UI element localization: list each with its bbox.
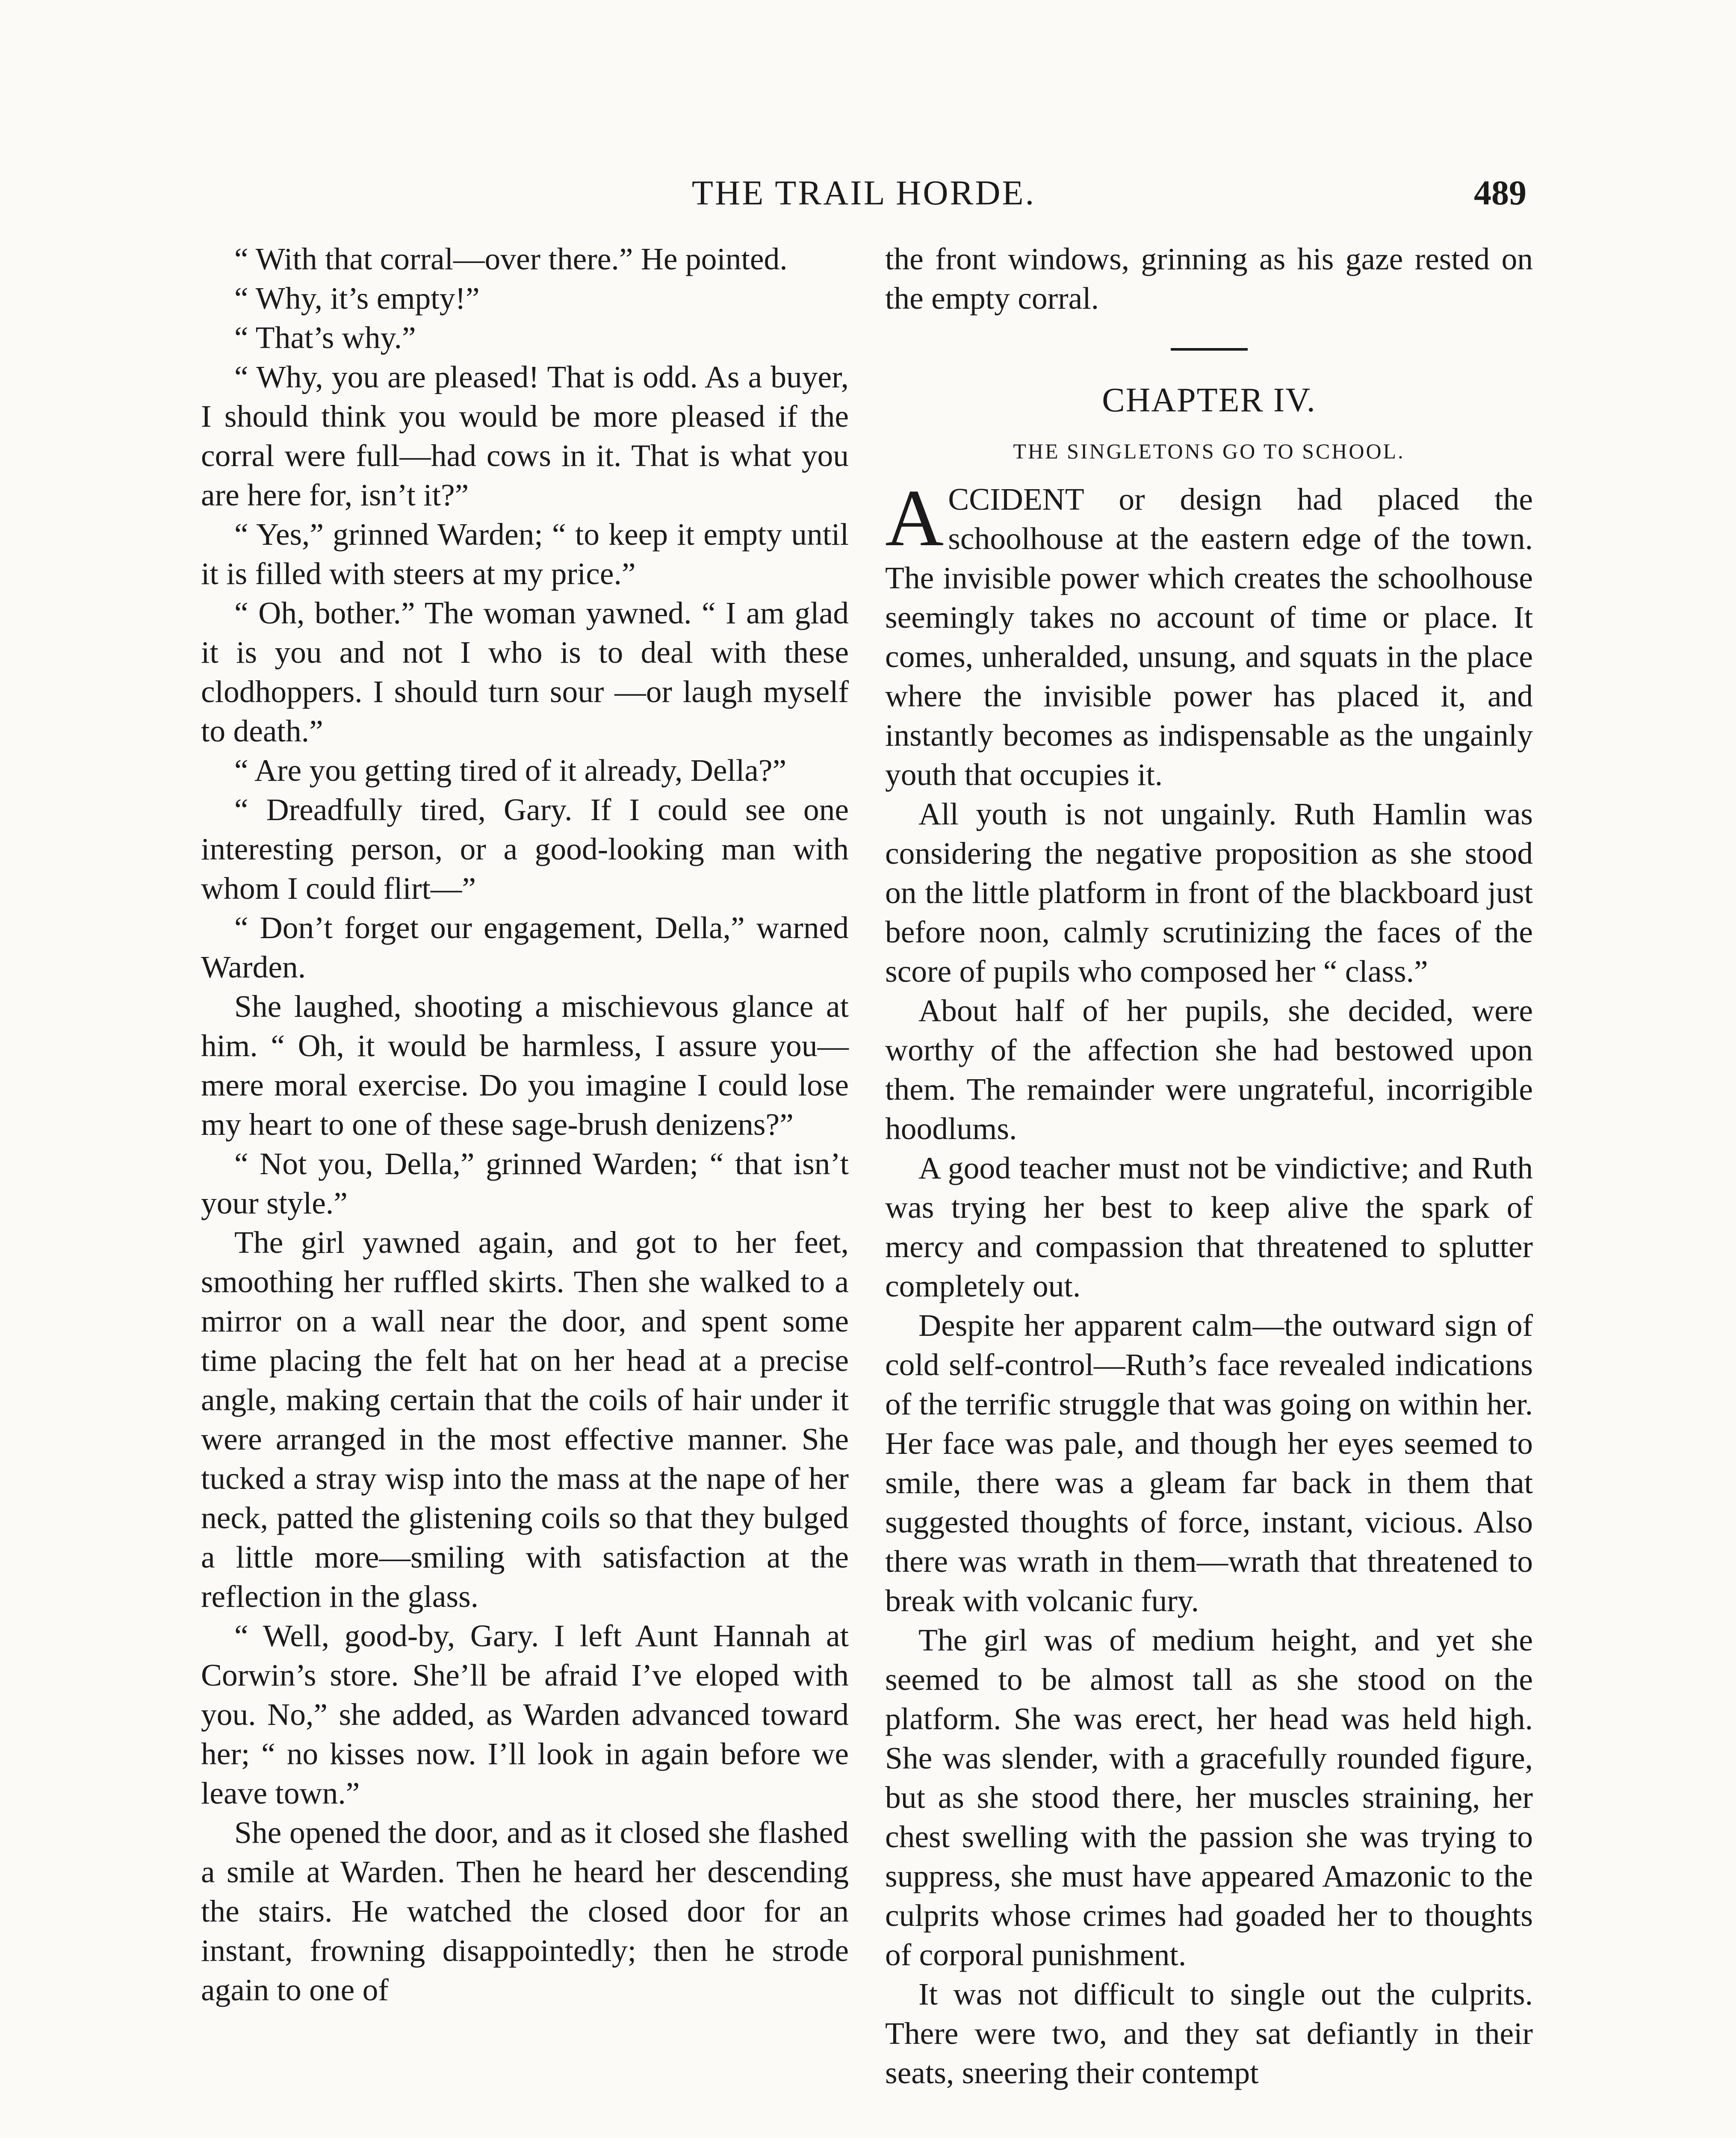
paragraph: All youth is not ungainly. Ruth Hamlin was considering the negative proposition as she stood on the little platform in front of the blackboard just before noon, calmly scrutinizing the faces of the score of pupils who composed her “ class.” — [885, 797, 1533, 989]
paragraph: “ Oh, bother.” The woman yawned. “ I am glad it is you and not I who is to deal with these clodhoppers. I should turn sour —or laugh myself to death.” — [201, 596, 849, 748]
paragraph: “ Yes,” grinned Warden; “ to keep it empty until it is filled with steers at my price.” — [201, 517, 849, 591]
paragraph: “ Are you getting tired of it already, Della?” — [234, 753, 787, 788]
paragraph: Despite her apparent calm—the outward sign of cold self-control—Ruth’s face revealed indications of the terrific struggle that was going on within her. Her face was pale, and though her eyes seemed to smile, there was a gleam far back in them that suggested thoughts of force, instant, vicious. Also there was wrath in them—wrath that threatened to break with volcanic fury. — [885, 1308, 1533, 1618]
paragraph: About half of her pupils, she decided, were worthy of the affection she had bestowed upon them. The remainder were ungrateful, incorrigible hoodlums. — [885, 993, 1533, 1146]
section-divider — [1171, 348, 1248, 351]
paragraph: “ With that corral—over there.” He pointed. — [234, 242, 788, 276]
paragraph: “ Why, you are pleased! That is odd. As a buyer, I should think you would be more pleased if the corral were full—had cows in it. That is what you are here for, isn’t it?” — [201, 360, 849, 512]
chapter-title: CHAPTER IV. — [1102, 381, 1316, 419]
paragraph: “ Not you, Della,” grinned Warden; “ that isn’t your style.” — [201, 1146, 849, 1220]
page-number: 489 — [1474, 173, 1526, 212]
opening-paragraph — [885, 473, 1533, 794]
paragraph: She opened the door, and as it closed she flashed a smile at Warden. Then he heard her descending the stairs. He watched the closed door for an instant, frowning disappointedly; then he strode again to one of — [201, 1815, 849, 2007]
chapter-subtitle: THE SINGLETONS GO TO SCHOOL. — [1013, 439, 1405, 463]
paragraph: “ Don’t forget our engagement, Della,” warned Warden. — [201, 910, 849, 984]
paragraph: The girl yawned again, and got to her feet, smoothing her ruffled skirts. Then she walked to a mirror on a wall near the door, and spent some time placing the felt hat on her head at a precise angle, making certain that the coils of hair under it were arranged in the most effective manner. She tucked a stray wisp into the mass at the nape of her neck, patted the glistening coils so that they bulged a little more—smiling with satisfaction at the reflection in the glass. — [201, 1225, 849, 1614]
paragraph: It was not difficult to single out the culprits. There were two, and they sat defiantly in their seats, sneering their contempt — [885, 1977, 1533, 2090]
paragraph: A good teacher must not be vindictive; and Ruth was trying her best to keep alive the spark of mercy and compassion that threatened to splutter completely out. — [885, 1151, 1533, 1303]
paragraph: “ Dreadfully tired, Gary. If I could see one interesting person, or a good-looking man with whom I could flirt—” — [201, 792, 849, 906]
continuation-paragraph: the front windows, grinning as his gaze rested on the empty corral. — [885, 242, 1533, 316]
drop-cap: A — [885, 473, 944, 563]
running-head — [201, 173, 1526, 220]
paragraph: “ That’s why.” — [234, 320, 416, 355]
paragraph: “ Why, it’s empty!” — [234, 281, 480, 316]
running-title: THE TRAIL HORDE. — [691, 173, 1036, 212]
paragraph: The girl was of medium height, and yet she seemed to be almost tall as she stood on the platform. She was erect, her head was held high. She was slender, with a gracefully rounded figure, but as she stood there, her muscles straining, her chest swelling with the passion she was trying to suppress, she must have appeared Amazonic to the culprits whose crimes had goaded her to thoughts of corporal punishment. — [885, 1623, 1533, 1972]
paragraph: She laughed, shooting a mischievous glance at him. “ Oh, it would be harmless, I assure you—mere moral exercise. Do you imagine I could lose my heart to one of these sage-brush denizens?” — [201, 989, 849, 1142]
right-column — [885, 239, 1533, 2093]
left-column — [201, 239, 849, 2010]
paragraph: “ Well, good-by, Gary. I left Aunt Hannah at Corwin’s store. She’ll be afraid I’ve eloped with you. No,” she added, as Warden advanced toward her; “ no kisses now. I’ll look in again before we leave town.” — [201, 1618, 849, 1810]
opening-text: CCIDENT or design had placed the schoolhouse at the eastern edge of the town. The invisible power which creates the schoolhouse seemingly takes no account of time or place. It comes, unheralded, unsung, and squats in the place where the invisible power has placed it, and instantly becomes as indispensable as the ungainly youth that occupies it. — [885, 482, 1533, 792]
